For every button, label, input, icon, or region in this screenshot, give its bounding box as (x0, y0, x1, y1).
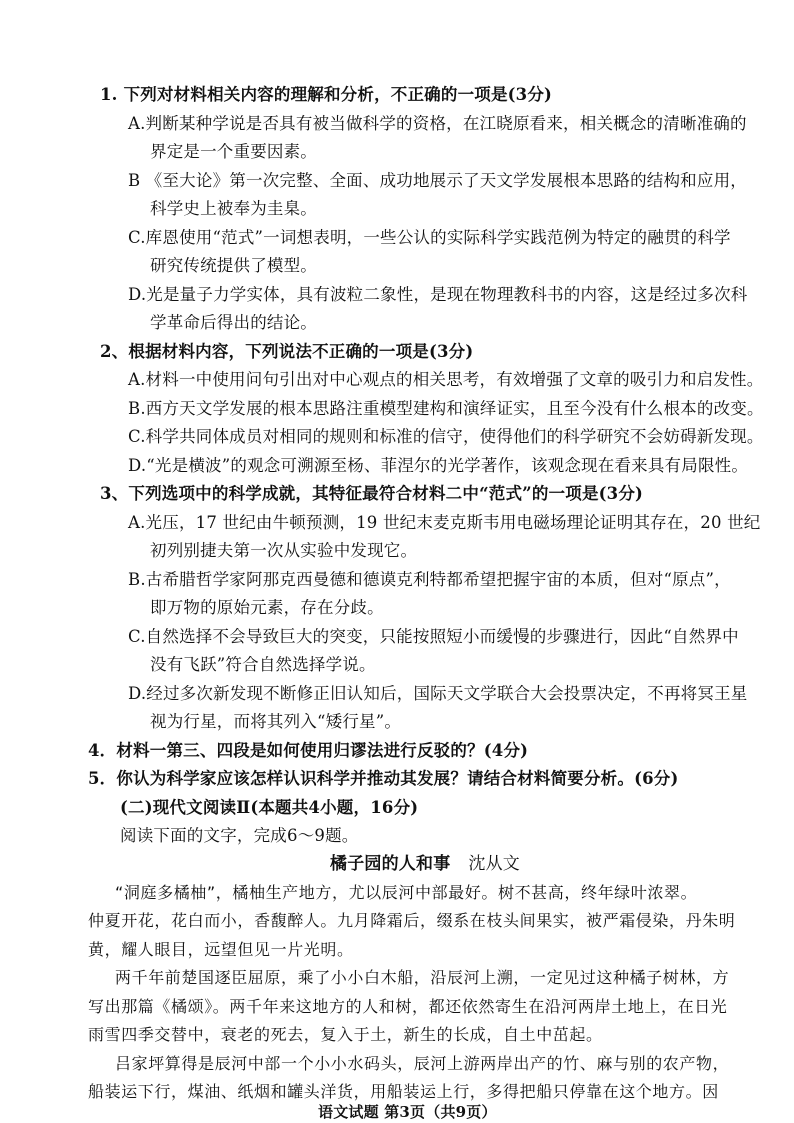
article-paragraph-2-line1: 两千年前楚国逐臣屈原，乘了小小白木船，沿辰河上溯，一定见过这种橘子树林，方 (115, 968, 730, 987)
q3-option-a-line1: A.光压，17 世纪由牛顿预测，19 世纪末麦克斯韦用电磁场理论证明其存在，20 世纪 (128, 513, 761, 532)
q2-option-d: D.“光是横波”的观念可溯源至杨、菲涅尔的光学著作，该观念现在看来具有局限性。 (128, 456, 749, 475)
q4-stem: 4．材料一第三、四段是如何使用归谬法进行反驳的？(4分) (88, 741, 529, 760)
q2-stem: 2、根据材料内容，下列说法不正确的一项是(3分) (100, 342, 474, 361)
article-paragraph-1-line2: 仲夏开花，花白而小，香馥醉人。九月降霜后，缀系在枝头间果实，被严霜侵染，丹朱明 (88, 911, 736, 930)
q1-option-c-line1: C.库恩使用“范式”一词想表明，一些公认的实际科学实践范例为特定的融贯的科学 (128, 228, 731, 247)
q5-stem: 5．你认为科学家应该怎样认识科学并推动其发展？请结合材料简要分析。(6分) (88, 769, 679, 788)
q3-stem: 3、下列选项中的科学成就，其特征最符合材料二中“范式”的一项是(3分) (100, 484, 644, 503)
section2-heading: (二)现代文阅读Ⅱ(本题共4小题，16分) (120, 798, 419, 817)
section2-instruction: 阅读下面的文字，完成6～9题。 (120, 826, 359, 845)
q1-option-a-line2: 界定是一个重要因素。 (150, 142, 317, 161)
q2-option-a: A.材料一中使用问句引出对中心观点的相关思考，有效增强了文章的吸引力和启发性。 (128, 370, 764, 389)
article-paragraph-3-line1: 吕家坪算得是辰河中部一个小小水码头，辰河上游两岸出产的竹、麻与别的农产物， (115, 1054, 730, 1073)
article-title: 橘子园的人和事 (330, 854, 451, 874)
q3-option-b-line2: 即万物的原始元素，存在分歧。 (150, 598, 384, 617)
q2-option-c: C.科学共同体成员对相同的规则和标准的信守，使得他们的科学研究不会妨碍新发现。 (128, 427, 764, 446)
q3-option-c-line1: C.自然选择不会导致巨大的突变，只能按照短小而缓慢的步骤进行，因此“自然界中 (128, 627, 739, 646)
q1-option-d-line1: D.光是量子力学实体，具有波粒二象性，是现在物理教科书的内容，这是经过多次科 (128, 285, 748, 304)
page-footer: 语文试题 第3页（共9页） (318, 1103, 497, 1121)
q3-option-d-line2: 视为行星，而将其列入“矮行星”。 (150, 712, 402, 731)
q1-option-b-line1: B 《至大论》第一次完整、全面、成功地展示了天文学发展根本思路的结构和应用， (128, 171, 747, 190)
article-paragraph-3-line2: 船装运下行，煤油、纸烟和罐头洋货，用船装运上行，多得把船只停靠在这个地方。因 (88, 1082, 719, 1101)
q3-option-d-line1: D.经过多次新发现不断修正旧认知后，国际天文学联合大会投票决定，不再将冥王星 (128, 684, 748, 703)
q1-option-b-line2: 科学史上被奉为圭臬。 (150, 199, 317, 218)
q3-option-c-line2: 没有飞跃”符合自然选择学说。 (150, 655, 376, 674)
q3-option-b-line1: B.古希腊哲学家阿那克西曼德和德谟克利特都希望把握宇宙的本质，但对“原点”， (128, 570, 731, 589)
article-author: 沈从文 (468, 854, 521, 874)
article-title-line (330, 853, 520, 875)
q1-option-c-line2: 研究传统提供了模型。 (150, 256, 317, 275)
article-paragraph-1-line1: “洞庭多橘柚”，橘柚生产地方，尤以辰河中部最好。树不甚高，终年绿叶浓翠。 (115, 883, 698, 902)
article-paragraph-1-line3: 黄，耀人眼目，远望但见一片光明。 (88, 940, 354, 959)
q1-option-d-line2: 学革命后得出的结论。 (150, 313, 317, 332)
q1-option-a-line1: A.判断某种学说是否具有被当做科学的资格，在江晓原看来，相关概念的清晰准确的 (128, 114, 747, 133)
q2-option-b: B.西方天文学发展的根本思路注重模型建构和演绎证实，且至今没有什么根本的改变。 (128, 399, 764, 418)
q1-stem: 1. 下列对材料相关内容的理解和分析，不正确的一项是(3分) (100, 85, 553, 104)
q3-option-a-line2: 初列别捷夫第一次从实验中发现它。 (150, 541, 418, 560)
article-paragraph-2-line2: 写出那篇《橘颂》。两千年来这地方的人和树，都还依然寄生在沿河两岸土地上，在日光 (88, 997, 728, 1016)
article-paragraph-2-line3: 雨雪四季交替中，衰老的死去，复入于土，新生的长成，自土中茁起。 (88, 1025, 603, 1044)
